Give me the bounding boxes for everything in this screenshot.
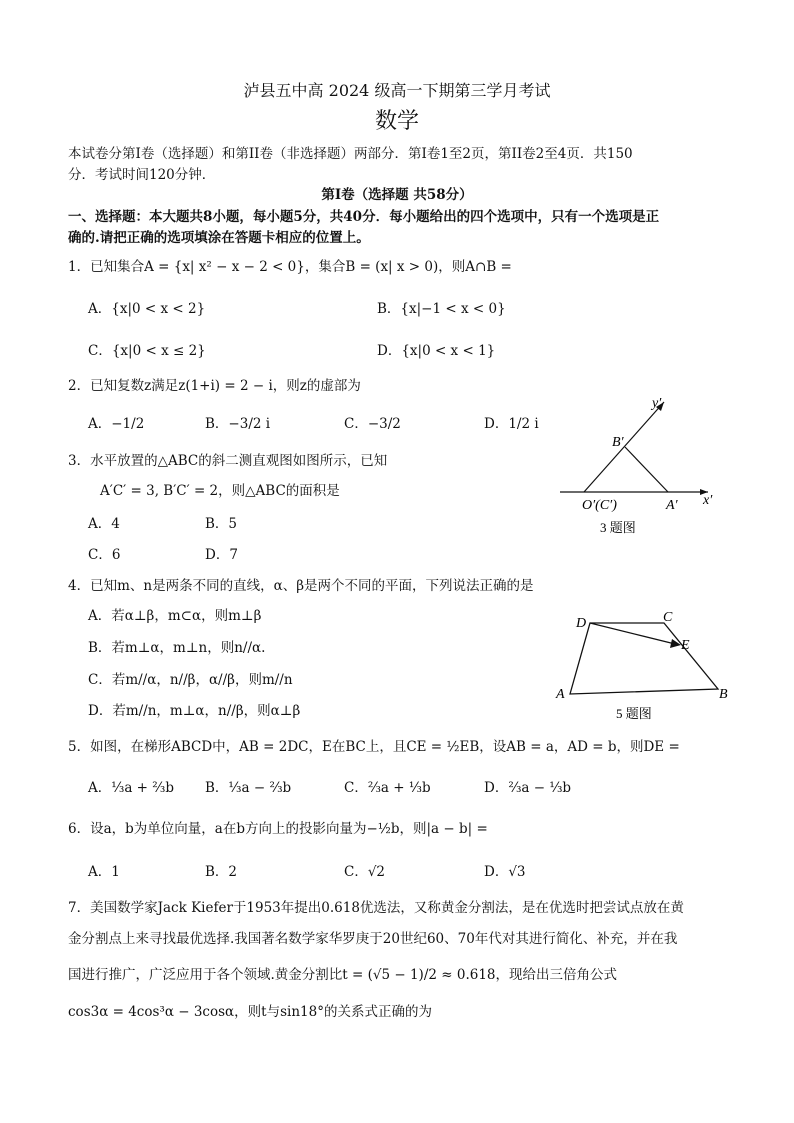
q7-line-4: cos3α = 4cos³α − 3cosα，则t与sin18°的关系式正确的为: [68, 1004, 432, 1020]
q6-option-c: C．√2: [344, 864, 386, 880]
q1-option-c: C．{x|0 < x ≤ 2}: [88, 343, 206, 359]
q5-figure: [548, 606, 738, 724]
q4-option-b: B．若m⊥α，m⊥n，则n//α.: [88, 640, 266, 656]
q5-figure-caption: 5 题图: [616, 706, 652, 721]
q3-option-d: D．7: [205, 547, 238, 563]
q6-option-a: A．1: [88, 864, 120, 880]
q2-option-a: A．−1/2: [88, 416, 145, 432]
q6-stem: 6．设a，b为单位向量，a在b方向上的投影向量为−½b，则|a − b| =: [68, 821, 488, 837]
y-axis-line: [584, 402, 664, 492]
label-a: A′: [666, 498, 678, 513]
label-a: A: [556, 687, 565, 702]
intro-line-1: 本试卷分第I卷（选择题）和第II卷（非选择题）两部分．第I卷1至2页，第II卷2至4页．共150: [68, 146, 633, 162]
label-b: B: [719, 687, 728, 702]
q3-stem-2: A′C′ = 3, B′C′ = 2，则△ABC的面积是: [100, 483, 340, 499]
subject-title: 数学: [374, 109, 419, 134]
q1-option-d: D．{x|0 < x < 1}: [377, 343, 496, 359]
vector-de-arrowhead: [670, 639, 681, 648]
q2-option-d: D．1/2 i: [484, 416, 539, 432]
q5-stem: 5．如图，在梯形ABCD中，AB = 2DC，E在BC上，且CE = ½EB，设AB = a，AD = b，则DE =: [68, 739, 680, 755]
q2-option-c: C．−3/2: [344, 416, 401, 432]
q6-option-b: B．2: [205, 864, 238, 880]
trapezoid-abcd: [570, 623, 718, 694]
label-d: D: [576, 616, 587, 631]
q7-line-2: 金分割点上来寻找最优选择.我国著名数学家华罗庚于20世纪60、70年代对其进行简化、补充，并在我: [68, 931, 678, 947]
intro-line-2: 分．考试时间120分钟．: [68, 167, 216, 183]
section-1-instruction-2: 确的.请把正确的选项填涂在答题卡相应的位置上。: [68, 230, 370, 246]
label-c: C: [663, 610, 673, 625]
exam-title: 泸县五中高 2024 级高一下期第三学月考试: [243, 81, 551, 100]
q1-option-a: A．{x|0 < x < 2}: [88, 301, 206, 317]
q5-option-a: A．⅓a + ⅔b: [88, 780, 175, 796]
q1-stem: 1．已知集合A = {x| x² − x − 2 < 0}，集合B = (x| x > 0)，则A∩B =: [68, 259, 512, 275]
label-e: E: [681, 638, 690, 653]
q3-stem-1: 3．水平放置的△ABC的斜二测直观图如图所示，已知: [68, 453, 388, 469]
q4-option-c: C．若m//α，n//β，α//β，则m//n: [88, 672, 293, 688]
q5-option-c: C．⅔a + ⅓b: [344, 780, 431, 796]
q3-option-b: B．5: [205, 516, 238, 532]
q3-option-a: A．4: [88, 516, 120, 532]
q4-option-d: D．若m//n，m⊥α，n//β，则α⊥β: [88, 703, 301, 719]
label-b: B′: [612, 435, 624, 450]
q2-option-b: B．−3/2 i: [205, 416, 271, 432]
q5-option-d: D．⅔a − ⅓b: [484, 780, 572, 796]
q3-figure-caption: 3 题图: [600, 520, 636, 535]
q5-option-b: B．⅓a − ⅔b: [205, 780, 292, 796]
segment-b-a: [625, 447, 668, 492]
label-o: O′(C′): [582, 498, 617, 513]
section-1-title: 第I卷（选择题 共58分）: [321, 187, 473, 203]
q6-option-d: D．√3: [484, 864, 526, 880]
q4-option-a: A．若α⊥β，m⊂α，则m⊥β: [88, 608, 262, 624]
q4-stem: 4．已知m、n是两条不同的直线，α、β是两个不同的平面，下列说法正确的是: [68, 578, 534, 594]
section-1-instruction-1: 一、选择题：本大题共8小题，每小题5分，共40分．每小题给出的四个选项中，只有一个选项是正: [68, 209, 660, 225]
q7-line-3: 国进行推广，广泛应用于各个领域.黄金分割比t = (√5 − 1)/2 ≈ 0.618，现给出三倍角公式: [68, 967, 617, 983]
q7-line-1: 7．美国数学家Jack Kiefer于1953年提出0.618优选法，又称黄金分割法，是在优选时把尝试点放在黄: [68, 900, 684, 916]
label-x: x′: [703, 493, 713, 508]
q2-stem: 2．已知复数z满足z(1+i) = 2 − i，则z的虚部为: [68, 378, 361, 394]
q1-option-b: B．{x|−1 < x < 0}: [377, 301, 506, 317]
q3-figure: [548, 392, 728, 542]
label-y: y′: [652, 396, 662, 411]
q3-option-c: C．6: [88, 547, 121, 563]
vector-de: [590, 623, 675, 644]
